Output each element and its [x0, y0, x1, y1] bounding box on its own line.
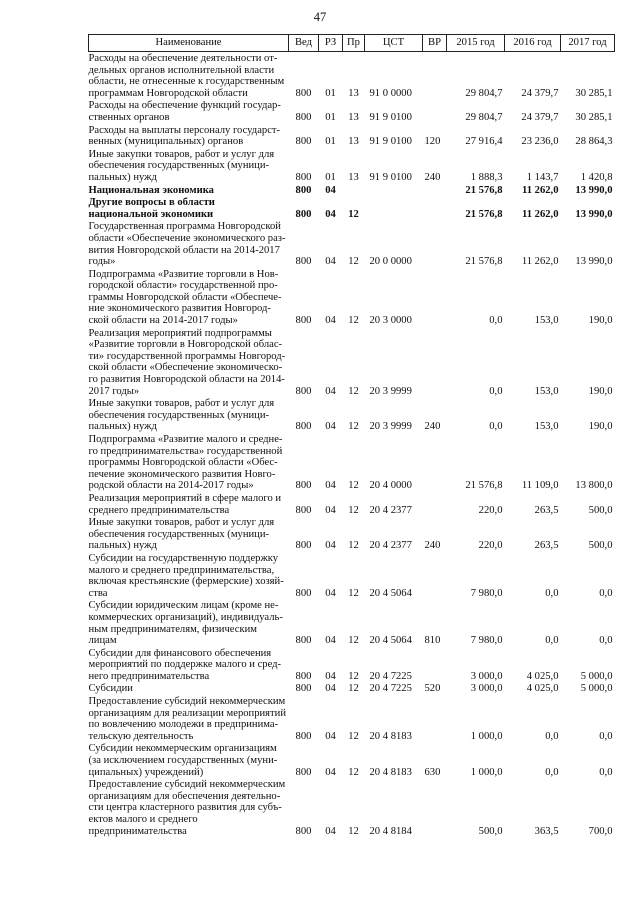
row-name: Субсидии на государственную поддержку малого и среднего предпринимательства, включая крестьянские (фермерские) хозяй-ства [88, 552, 284, 599]
table-row [89, 552, 615, 599]
table-row [89, 778, 615, 837]
row-2016: 4 025,0 [526, 670, 559, 682]
header-cst: ЦСТ [365, 35, 423, 52]
row-rz: 04 [325, 315, 336, 327]
row-name: Иные закупки товаров, работ и услуг для обеспечения государственных (муници-пальных) нужд [88, 517, 275, 552]
row-pr: 12 [348, 315, 359, 327]
row-vr: 520 [424, 683, 441, 695]
row-pr: 12 [348, 730, 359, 742]
row-ved: 800 [295, 683, 312, 695]
row-name: Субсидии юридическим лицам (кроме не-коммерческих организаций), индивидуаль-ным предпринимателям, физическим лицам [88, 600, 283, 647]
row-cst: 20 4 2377 [369, 504, 412, 516]
row-ved: 800 [295, 208, 312, 220]
row-cst: 20 4 8184 [369, 825, 412, 837]
row-vr [423, 196, 447, 220]
row-rz: 04 [325, 540, 336, 552]
header-pr: Пр [343, 35, 365, 52]
row-cst: 20 3 0000 [369, 315, 412, 327]
table-row [89, 742, 615, 778]
row-vr: 810 [424, 635, 441, 647]
row-name: Предоставление субсидий некоммерческим организациям для обеспечения деятельно-сти центра кластерного развития для субъ-ектов малого и среднего предпринимательства [88, 779, 286, 837]
table-header [89, 35, 615, 52]
row-2015: 0,0 [489, 421, 503, 433]
row-cst: 20 3 9999 [369, 421, 412, 433]
row-rz: 04 [325, 208, 336, 220]
row-pr: 12 [348, 208, 359, 220]
row-2017: 5 000,0 [580, 670, 613, 682]
row-ved: 800 [295, 587, 312, 599]
row-ved: 800 [295, 87, 312, 99]
row-cst: 20 0 0000 [369, 256, 412, 268]
row-2015: 3 000,0 [470, 670, 503, 682]
row-name: Расходы на выплаты персоналу государст-венных (муниципальных) органов [88, 124, 281, 148]
row-pr: 13 [348, 136, 359, 148]
row-2017: 190,0 [588, 315, 613, 327]
row-2017: 30 285,1 [575, 111, 613, 123]
row-cst: 20 4 7225 [369, 683, 412, 695]
row-2016: 263,5 [534, 540, 559, 552]
row-cst: 20 4 5064 [369, 635, 412, 647]
table-row [89, 184, 615, 197]
row-2015: 0,0 [489, 315, 503, 327]
row-rz: 01 [325, 111, 336, 123]
row-vr: 240 [424, 421, 441, 433]
table-row [89, 695, 615, 742]
row-rz: 04 [325, 825, 336, 837]
row-vr [423, 778, 447, 837]
row-ved: 800 [295, 670, 312, 682]
row-name: Реализация мероприятий в сфере малого и среднего предпринимательства [88, 492, 282, 516]
row-rz: 04 [325, 766, 336, 778]
row-2017: 0,0 [599, 730, 613, 742]
row-rz: 04 [325, 480, 336, 492]
row-2016: 23 236,0 [521, 136, 559, 148]
row-cst: 91 0 0000 [369, 87, 412, 99]
row-cst: 91 9 0100 [369, 171, 412, 183]
row-2017: 500,0 [588, 540, 613, 552]
table-row [89, 148, 615, 184]
row-vr [423, 552, 447, 599]
row-name: Предоставление субсидий некоммерческим организациям для реализации мероприятий по вовлечению молодежи в предпринима-тельскую деятельность [88, 696, 287, 742]
row-name: Подпрограмма «Развитие торговли в Нов-городской области» государственной про-граммы Новгородской области «Обеспече-ние экономического развития Новгород-ской области на 2014-2017 годы» [88, 268, 282, 327]
table-row [89, 599, 615, 646]
row-pr: 12 [348, 480, 359, 492]
table-row [89, 647, 615, 683]
row-vr [423, 99, 447, 123]
table-row [89, 52, 615, 100]
row-ved: 800 [295, 540, 312, 552]
row-vr [423, 647, 447, 683]
row-ved: 800 [295, 136, 312, 148]
row-2017: 190,0 [588, 385, 613, 397]
row-2016: 24 379,7 [521, 111, 559, 123]
budget-table [88, 34, 615, 837]
row-name: Другие вопросы в области национальной экономики [88, 197, 215, 220]
row-rz: 04 [325, 730, 336, 742]
row-cst: 20 4 2377 [369, 540, 412, 552]
table-row [89, 196, 615, 220]
table-row [89, 516, 615, 552]
row-pr: 13 [348, 171, 359, 183]
row-2017: 13 990,0 [575, 184, 613, 196]
row-vr [423, 220, 447, 267]
row-ved: 800 [295, 111, 312, 123]
row-pr: 12 [348, 540, 359, 552]
row-rz: 04 [325, 587, 336, 599]
table-row [89, 220, 615, 267]
row-vr: 630 [424, 766, 441, 778]
row-rz: 04 [325, 256, 336, 268]
header-name: Наименование [89, 35, 289, 52]
row-vr [423, 184, 447, 197]
row-rz: 04 [325, 184, 336, 196]
row-pr: 13 [348, 111, 359, 123]
row-2017: 28 864,3 [575, 136, 613, 148]
row-2017: 13 800,0 [575, 480, 613, 492]
row-cst: 20 4 7225 [369, 670, 412, 682]
row-vr: 120 [424, 136, 441, 148]
row-2015: 1 000,0 [470, 730, 503, 742]
row-vr: 240 [424, 171, 441, 183]
row-2015: 7 980,0 [470, 635, 503, 647]
row-vr [423, 695, 447, 742]
table-row [89, 433, 615, 492]
row-name: Подпрограмма «Развитие малого и средне-го предпринимательства» государственной программы Новгородской области «Обес-печение экономического развития Новго-родской области на 2014-2017 годы» [88, 434, 283, 492]
row-2017: 0,0 [599, 766, 613, 778]
row-cst: 20 4 8183 [369, 730, 412, 742]
row-ved: 800 [295, 766, 312, 778]
row-2017: 13 990,0 [575, 256, 613, 268]
row-ved: 800 [295, 825, 312, 837]
row-2015: 27 916,4 [465, 136, 503, 148]
row-2016: 4 025,0 [526, 683, 559, 695]
row-2016: 153,0 [534, 315, 559, 327]
row-ved: 800 [295, 730, 312, 742]
page-number: 47 [313, 10, 327, 24]
table-row [89, 124, 615, 148]
row-2016: 0,0 [545, 766, 559, 778]
row-cst: 20 4 0000 [369, 480, 412, 492]
row-2015: 1 888,3 [470, 171, 503, 183]
row-rz: 01 [325, 87, 336, 99]
table-body [89, 52, 615, 838]
row-2017: 190,0 [588, 421, 613, 433]
row-rz: 01 [325, 136, 336, 148]
row-rz: 01 [325, 171, 336, 183]
row-rz: 04 [325, 385, 336, 397]
row-vr [423, 268, 447, 327]
row-name: Иные закупки товаров, работ и услуг для обеспечения государственных (муници-пальных) нужд [88, 398, 275, 433]
row-2016: 363,5 [534, 825, 559, 837]
row-name: Субсидии [88, 683, 133, 695]
header-2016: 2016 год [505, 35, 561, 52]
row-2015: 21 576,8 [465, 256, 503, 268]
row-2015: 500,0 [478, 825, 503, 837]
row-2016: 11 262,0 [522, 184, 559, 196]
row-pr: 13 [348, 87, 359, 99]
row-2016: 0,0 [545, 730, 559, 742]
row-ved: 800 [295, 256, 312, 268]
row-2015: 220,0 [478, 540, 503, 552]
row-2017: 13 990,0 [575, 208, 613, 220]
row-2015: 21 576,8 [465, 208, 503, 220]
row-2016: 24 379,7 [521, 87, 559, 99]
row-2015: 21 576,8 [465, 184, 503, 196]
row-2015: 29 804,7 [465, 87, 503, 99]
row-cst: 20 4 5064 [369, 587, 412, 599]
row-vr [423, 327, 447, 398]
row-pr: 12 [348, 385, 359, 397]
row-2016: 263,5 [534, 504, 559, 516]
table-row [89, 682, 615, 695]
row-vr [423, 492, 447, 516]
row-2015: 220,0 [478, 504, 503, 516]
table-row [89, 99, 615, 123]
row-vr: 240 [424, 540, 441, 552]
row-rz: 04 [325, 421, 336, 433]
row-2016: 11 262,0 [522, 208, 559, 220]
row-name: Национальная экономика [88, 184, 214, 196]
row-2015: 1 000,0 [470, 766, 503, 778]
header-2017: 2017 год [561, 35, 615, 52]
row-2017: 0,0 [599, 587, 613, 599]
row-vr [423, 52, 447, 100]
row-2016: 153,0 [534, 385, 559, 397]
row-2015: 0,0 [489, 385, 503, 397]
row-name: Субсидии для финансового обеспечения мероприятий по поддержке малого и сред-него предпринимательства [88, 647, 282, 682]
row-rz: 04 [325, 670, 336, 682]
row-2017: 5 000,0 [580, 683, 613, 695]
row-ved: 800 [295, 315, 312, 327]
row-ved: 800 [295, 635, 312, 647]
row-2016: 11 109,0 [521, 480, 559, 492]
header-2015: 2015 год [447, 35, 505, 52]
row-pr: 12 [348, 825, 359, 837]
row-ved: 800 [295, 385, 312, 397]
row-ved: 800 [295, 421, 312, 433]
header-vr: ВР [423, 35, 447, 52]
row-name: Субсидии некоммерческим организациям (за исключением государственных (муни-ципальных) учреждений) [88, 743, 278, 778]
row-2017: 1 420,8 [580, 171, 613, 183]
row-2015: 21 576,8 [465, 480, 503, 492]
row-cst: 20 4 8183 [369, 766, 412, 778]
row-ved: 800 [295, 171, 312, 183]
row-2016: 11 262,0 [521, 256, 559, 268]
table-row [89, 492, 615, 516]
row-2017: 0,0 [599, 635, 613, 647]
row-2015: 29 804,7 [465, 111, 503, 123]
row-rz: 04 [325, 635, 336, 647]
row-2016: 1 143,7 [526, 171, 559, 183]
row-pr: 12 [348, 256, 359, 268]
table-row [89, 397, 615, 433]
row-cst [365, 196, 423, 220]
row-ved: 800 [295, 184, 312, 196]
header-rz: РЗ [319, 35, 343, 52]
row-pr: 12 [348, 635, 359, 647]
row-pr: 12 [348, 766, 359, 778]
row-2016: 0,0 [545, 635, 559, 647]
row-name: Реализация мероприятий подпрограммы «Развитие торговли в Новгородской облас-ти» государственной программы Новгород-ской области «Обеспечение экономическо-го развития Новгородской области на 2014-2017 годы» [88, 327, 286, 397]
row-name: Иные закупки товаров, работ и услуг для обеспечения государственных (муници-пальных) нужд [88, 148, 275, 183]
row-cst [365, 184, 423, 197]
row-rz: 04 [325, 683, 336, 695]
row-ved: 800 [295, 504, 312, 516]
table-row [89, 327, 615, 398]
row-2017: 700,0 [588, 825, 613, 837]
row-name: Государственная программа Новгородской области «Обеспечение экономического раз-вития Новгородской области на 2014-2017 годы» [88, 221, 286, 268]
row-name: Расходы на обеспечение функций государ-ственных органов [88, 100, 281, 123]
row-pr: 12 [348, 421, 359, 433]
row-2017: 30 285,1 [575, 87, 613, 99]
row-pr: 12 [348, 587, 359, 599]
row-vr [423, 433, 447, 492]
row-rz: 04 [325, 504, 336, 516]
row-2015: 7 980,0 [470, 587, 503, 599]
row-pr: 12 [348, 683, 359, 695]
row-pr [343, 184, 365, 197]
row-cst: 91 9 0100 [369, 111, 412, 123]
row-2016: 0,0 [545, 587, 559, 599]
row-2017: 500,0 [588, 504, 613, 516]
header-ved: Вед [289, 35, 319, 52]
table-row [89, 268, 615, 327]
row-name: Расходы на обеспечение деятельности от-дельных органов исполнительной власти области, не отнесенные к государственным программам Новгородской области [88, 53, 285, 99]
row-pr: 12 [348, 670, 359, 682]
row-ved: 800 [295, 480, 312, 492]
row-2016: 153,0 [534, 421, 559, 433]
row-pr: 12 [348, 504, 359, 516]
row-2015: 3 000,0 [470, 683, 503, 695]
row-cst: 91 9 0100 [369, 136, 412, 148]
row-cst: 20 3 9999 [369, 385, 412, 397]
